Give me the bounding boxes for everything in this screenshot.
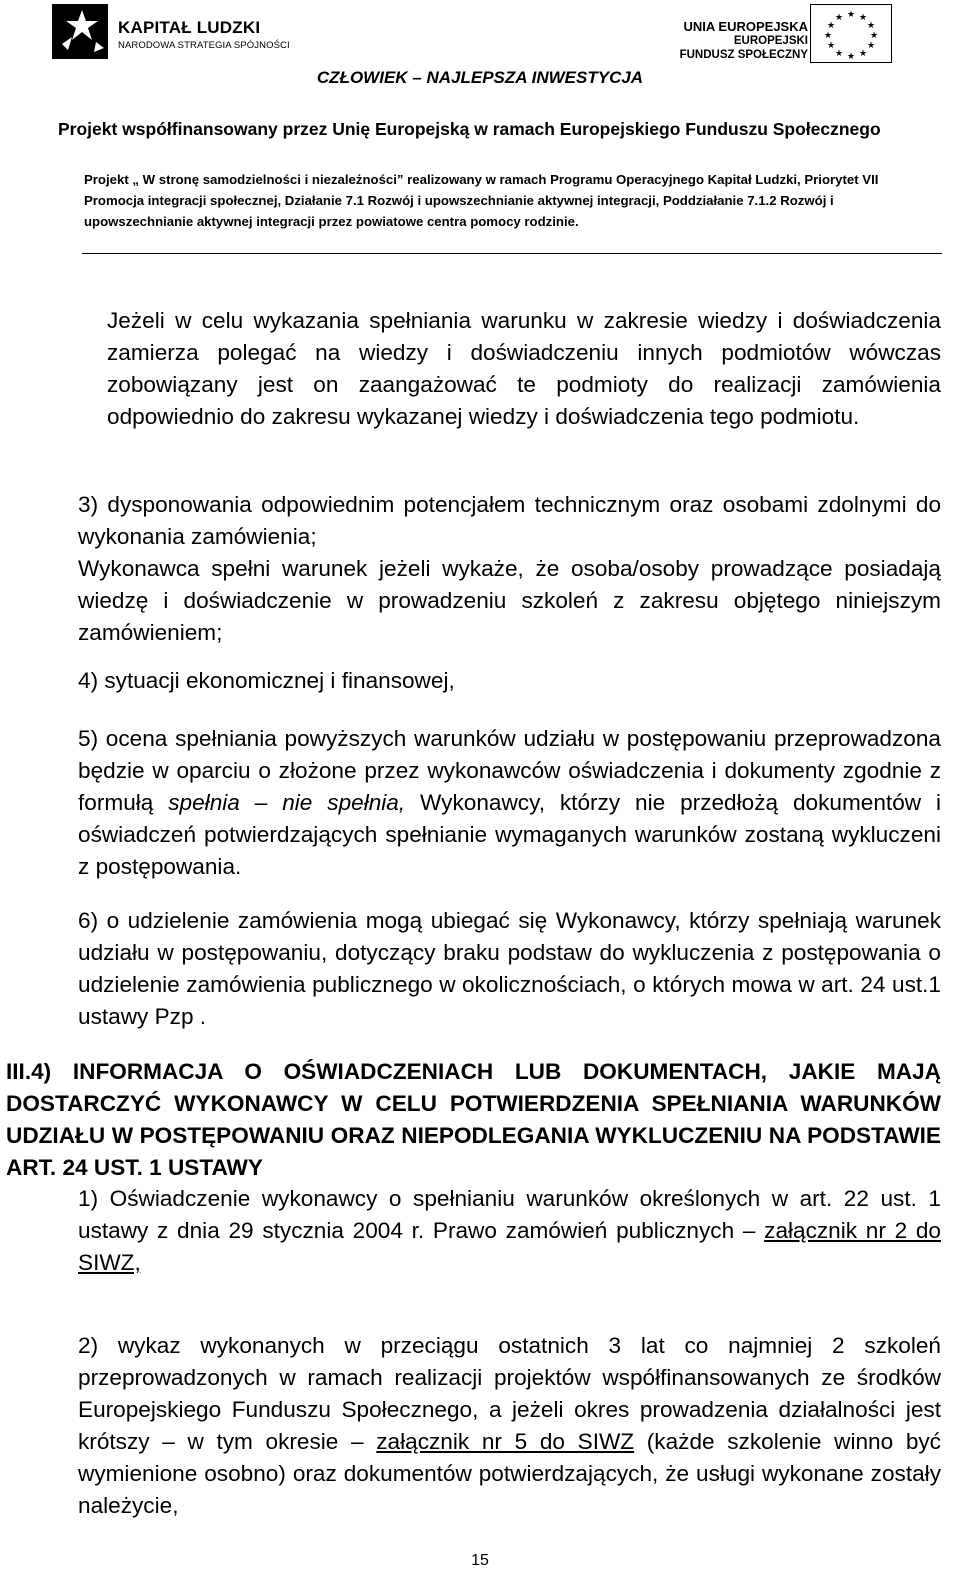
item-3-potential <box>78 489 941 649</box>
svg-text:★: ★ <box>834 48 844 58</box>
item-3-requirement: Wykonawca spełni warunek jeżeli wykaże, że osoba/osoby prowadzące posiadają wiedzę i doświadczenie w prowadzeniu szkoleń z zakresu objętego niniejszym zamówieniem; <box>78 556 941 645</box>
eu-logo <box>679 4 940 66</box>
item-3-number: 3) <box>78 492 99 517</box>
eu-logo-line2: EUROPEJSKI <box>733 35 808 47</box>
doc-item-1-attachment-link[interactable]: załącznik nr 2 do SIWZ, <box>78 1218 941 1275</box>
svg-text:★: ★ <box>826 20 836 30</box>
item-5-assessment <box>78 723 941 883</box>
svg-text:★: ★ <box>834 12 844 22</box>
paragraph-reliance-on-others: Jeżeli w celu wykazania spełniania warunku w zakresie wiedzy i doświadczenia zamierza polegać na wiedzy i doświadczeniu innych podmiotów wówczas zobowiązany jest on zaangażować te podmioty do realizacji zamówienia odpowiednio do zakresu wykazanej wiedzy i doświadczenia tego podmiotu. <box>107 308 941 429</box>
item-6-eligibility: 6) o udzielenie zamówienia mogą ubiegać się Wykonawcy, którzy spełniają warunek udziału w postępowaniu, dotyczący braku podstaw do wykluczenia z postępowania o udzielenie zamówienia publicznego w okolicznościach, o których mowa w art. 24 ust.1 ustawy Pzp . <box>78 908 941 1029</box>
kapital-ludzki-subtitle: NARODOWA STRATEGIA SPÓJNOŚCI <box>118 40 290 51</box>
svg-text:★: ★ <box>866 40 876 50</box>
section-heading-iii-4: III.4) INFORMACJA O OŚWIADCZENIACH LUB DOKUMENTACH, JAKIE MAJĄ DOSTARCZYĆ WYKONAWCY W CELU POTWIERDZENIA SPEŁNIANIA WARUNKÓW UDZIAŁU W POSTĘPOWANIU ORAZ NIEPODLEGANIA WYKLUCZENIU NA PODSTAWIE ART. 24 UST. 1 USTAWY <box>6 1059 941 1180</box>
svg-text:★: ★ <box>869 30 879 40</box>
doc-item-1 <box>78 1183 941 1279</box>
page-number: 15 <box>471 1552 489 1569</box>
eu-logo-line3: FUNDUSZ SPOŁECZNY <box>679 49 808 61</box>
svg-text:★: ★ <box>866 20 876 30</box>
doc-item-2-attachment-link[interactable]: załącznik nr 5 do SIWZ <box>376 1429 635 1454</box>
doc-item-2 <box>78 1330 941 1522</box>
project-cofinancing-line: Projekt współfinansowany przez Unię Europejską w ramach Europejskiego Funduszu Społecznego <box>58 119 881 139</box>
doc-item-1-text: 1) Oświadczenie wykonawcy o spełnianiu warunków określonych w art. 22 ust. 1 ustawy z dnia 29 stycznia 2004 r. Prawo zamówień publicznych – <box>78 1186 941 1243</box>
eu-logo-line1: UNIA EUROPEJSKA <box>683 19 808 34</box>
item-3-text: dysponowania odpowiednim potencjałem technicznym oraz osobami zdolnymi do wykonania zamówienia; <box>78 492 942 549</box>
project-description: Projekt „ W stronę samodzielności i niezależności” realizowany w ramach Programu Operacyjnego Kapitał Ludzki, Priorytet VII Promocja integracji społecznej, Działanie 7.1 Rozwój i upowszechnianie aktywnej integracji, Poddziałanie 7.1.2 Rozwój i upowszechnianie aktywnej integracji przez powiatowe centra pomocy rodzinie. <box>84 172 879 229</box>
doc-item-2-text-b: (każde szkolenie winno być wymienione osobno) oraz dokumentów potwierdzających, że usługi wykonane zostały należycie, <box>78 1429 941 1518</box>
svg-text:★: ★ <box>846 51 856 61</box>
svg-text:★: ★ <box>823 30 833 40</box>
header-divider <box>82 253 942 254</box>
item-5-text-b: Wykonawcy, którzy nie przedłożą dokumentów i oświadczeń potwierdzających spełnianie wymaganych warunków zostaną wykluczeni z postępowania. <box>78 790 941 879</box>
svg-text:★: ★ <box>846 9 856 19</box>
kapital-ludzki-title: KAPITAŁ LUDZKI <box>118 18 261 37</box>
item-4-economic: 4) sytuacji ekonomicznej i finansowej, <box>78 668 455 693</box>
slogan: CZŁOWIEK – NAJLEPSZA INWESTYCJA <box>316 68 644 87</box>
svg-text:★: ★ <box>826 40 836 50</box>
item-5-text-a: 5) ocena spełniania powyższych warunków udziału w postępowaniu przeprowadzona będzie w oparciu o złożone przez wykonawców oświadczenia i dokumenty zgodnie z formułą <box>78 726 941 815</box>
svg-text:★: ★ <box>858 12 868 22</box>
eu-logo-text <box>680 20 808 62</box>
doc-item-2-text-a: 2) wykaz wykonanych w przeciągu ostatnich 3 lat co najmniej 2 szkoleń przeprowadzonych w ramach realizacji projektów współfinansowanych ze środków Europejskiego Funduszu Społecznego, a jeżeli okres prowadzenia działalności jest krótszy – w tym okresie – <box>78 1333 941 1454</box>
kapital-ludzki-emblem <box>52 4 108 59</box>
eu-flag-icon <box>810 4 892 63</box>
item-5-formula: spełnia – nie spełnia, <box>168 790 406 815</box>
svg-text:★: ★ <box>858 48 868 58</box>
kapital-ludzki-logo <box>52 4 290 59</box>
